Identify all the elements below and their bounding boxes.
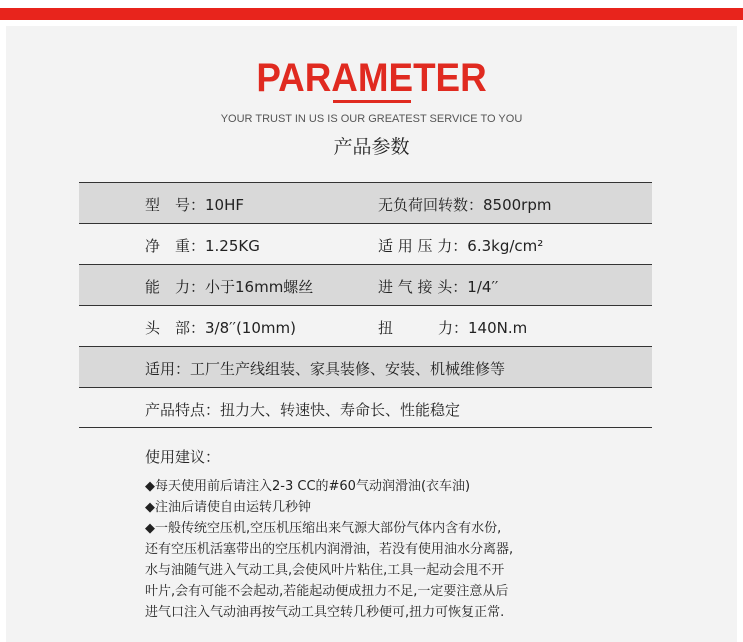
spec-features: 产品特点：扭力大、转速快、寿命长、性能稳定 (145, 401, 461, 419)
title-underline (333, 100, 411, 103)
spec-row (79, 305, 652, 346)
usage-line: ◆每天使用前后请注入2-3 CC的#60气动润滑油(衣车油) (145, 479, 471, 494)
spec-applications: 适用：工厂生产线组装、家具装修、安装、机械维修等 (145, 360, 506, 378)
spec-pressure: 适 用 压 力：6.3kg/cm² (378, 237, 544, 255)
spec-row (79, 264, 652, 305)
page-title: PARAMETER (256, 56, 487, 100)
spec-row (79, 182, 652, 223)
usage-line: 还有空压机活塞带出的空压机内润滑油，若没有使用油水分离器, (145, 542, 514, 557)
usage-line: ◆一般传统空压机,空压机压缩出来气源大部份气体内含有水份, (145, 521, 502, 536)
spec-no-load-speed: 无负荷回转数：8500rpm (378, 196, 552, 214)
usage-line: 进气口注入气动油再按气动工具空转几秒便可,扭力可恢复正常. (145, 605, 505, 620)
section-title: 产品参数 (333, 136, 410, 158)
spec-row (79, 223, 652, 264)
spec-capacity: 能 力：小于16mm螺丝 (145, 278, 314, 296)
spec-air-inlet: 进 气 接 头：1/4′′ (378, 278, 499, 296)
spec-row (79, 387, 652, 428)
spec-torque: 扭 力：140N.m (378, 319, 528, 337)
top-red-stripe (0, 8, 743, 20)
spec-weight: 净 重：1.25KG (145, 237, 260, 255)
spec-head: 头 部：3/8′′(10mm) (145, 319, 296, 337)
usage-line: ◆注油后请使自由运转几秒钟 (145, 500, 311, 515)
usage-line: 水与油随气进入气动工具,会使风叶片粘住,工具一起动会甩不开 (145, 563, 505, 578)
usage-heading: 使用建议： (145, 448, 221, 466)
spec-table (79, 182, 652, 428)
page-subtitle: YOUR TRUST IN US IS OUR GREATEST SERVICE TO YOU (220, 113, 523, 125)
usage-notes (145, 476, 513, 623)
spec-row (79, 346, 652, 387)
usage-line: 叶片,会有可能不会起动,若能起动便成扭力不足,一定要注意从后 (145, 584, 509, 599)
spec-model: 型 号：10HF (145, 196, 244, 214)
